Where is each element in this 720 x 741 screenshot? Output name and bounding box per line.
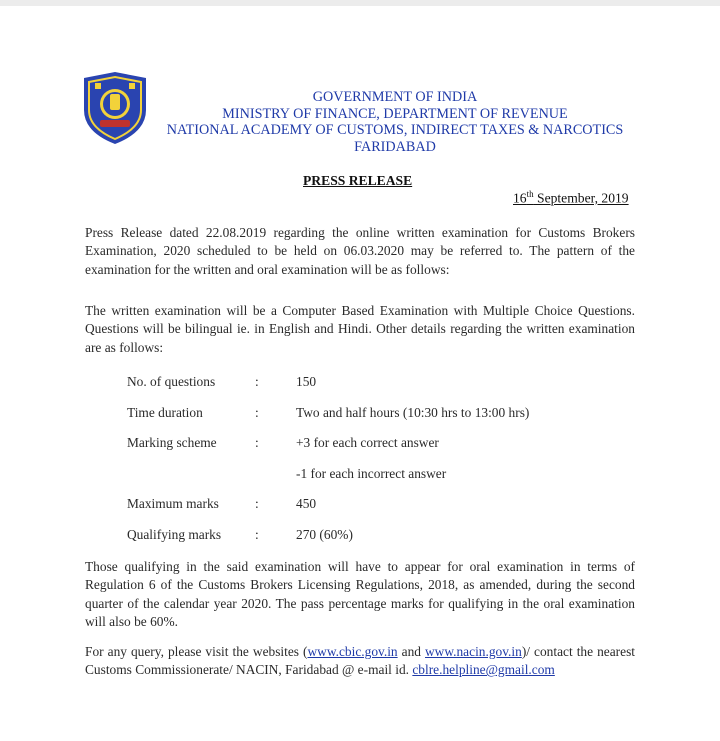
detail-value: 270 (60%) (296, 527, 353, 542)
header-academy: NATIONAL ACADEMY OF CUSTOMS, INDIRECT TAXES & NARCOTICS (166, 122, 624, 139)
top-border (0, 0, 720, 6)
detail-label: Maximum marks (127, 496, 219, 511)
date-month-year: September, 2019 (533, 190, 629, 206)
header-government: GOVERNMENT OF INDIA (312, 89, 478, 105)
detail-value: Two and half hours (10:30 hrs to 13:00 hrs) (296, 405, 530, 420)
date-suffix: th (526, 189, 534, 199)
oral-exam-paragraph: Those qualifying in the said examination will have to appear for oral examination in terms of Regulation 6 of the Customs Brokers Licensing Regulations, 2018, as amended, during the second quarter of the calendar year 2020. The pass percentage marks for qualifying in the oral examination will also be 60%. (85, 559, 635, 629)
detail-value: -1 for each incorrect answer (296, 466, 447, 481)
query-text-3: )/ contact the nearest Customs Commissionerate/ NACIN, Faridabad @ e-mail id. (85, 644, 635, 678)
detail-value: 150 (296, 374, 317, 389)
detail-separator: : (255, 496, 259, 511)
detail-separator: : (255, 374, 259, 389)
detail-separator: : (255, 527, 259, 542)
detail-separator: : (255, 405, 259, 420)
press-release-date (513, 189, 629, 207)
detail-separator: : (255, 435, 259, 450)
letterhead (160, 89, 630, 155)
press-release-title: PRESS RELEASE (303, 173, 413, 188)
detail-label: No. of questions (127, 374, 216, 389)
helpline-email-link[interactable]: cblre.helpline@gmail.com (412, 662, 555, 678)
nacin-shield-emblem-icon (80, 70, 150, 146)
query-paragraph (85, 643, 635, 680)
written-exam-paragraph: The written examination will be a Computer Based Examination with Multiple Choice Questions. Questions will be bilingual ie. in English and Hindi. Other details regarding the written examination are as follows: (85, 303, 635, 355)
intro-paragraph: Press Release dated 22.08.2019 regarding the online written examination for Customs Brokers Examination, 2020 scheduled to be held on 06.03.2020 may be referred to. The pattern of the examination for the written and oral examination will be as follows: (85, 225, 635, 277)
detail-label: Marking scheme (127, 435, 217, 450)
header-city: FARIDABAD (354, 138, 436, 155)
query-text-1: For any query, please visit the websites ( (85, 644, 308, 659)
detail-label: Qualifying marks (127, 527, 222, 542)
date-day: 16 (513, 190, 527, 206)
query-text-2: and (397, 644, 425, 659)
header-ministry: MINISTRY OF FINANCE, DEPARTMENT OF REVENUE (222, 105, 568, 122)
nacin-website-link[interactable]: www.nacin.gov.in (425, 644, 522, 659)
detail-value: +3 for each correct answer (296, 435, 439, 450)
cbic-website-link[interactable]: www.cbic.gov.in (307, 644, 398, 659)
detail-value: 450 (296, 496, 317, 511)
detail-label: Time duration (127, 405, 203, 420)
